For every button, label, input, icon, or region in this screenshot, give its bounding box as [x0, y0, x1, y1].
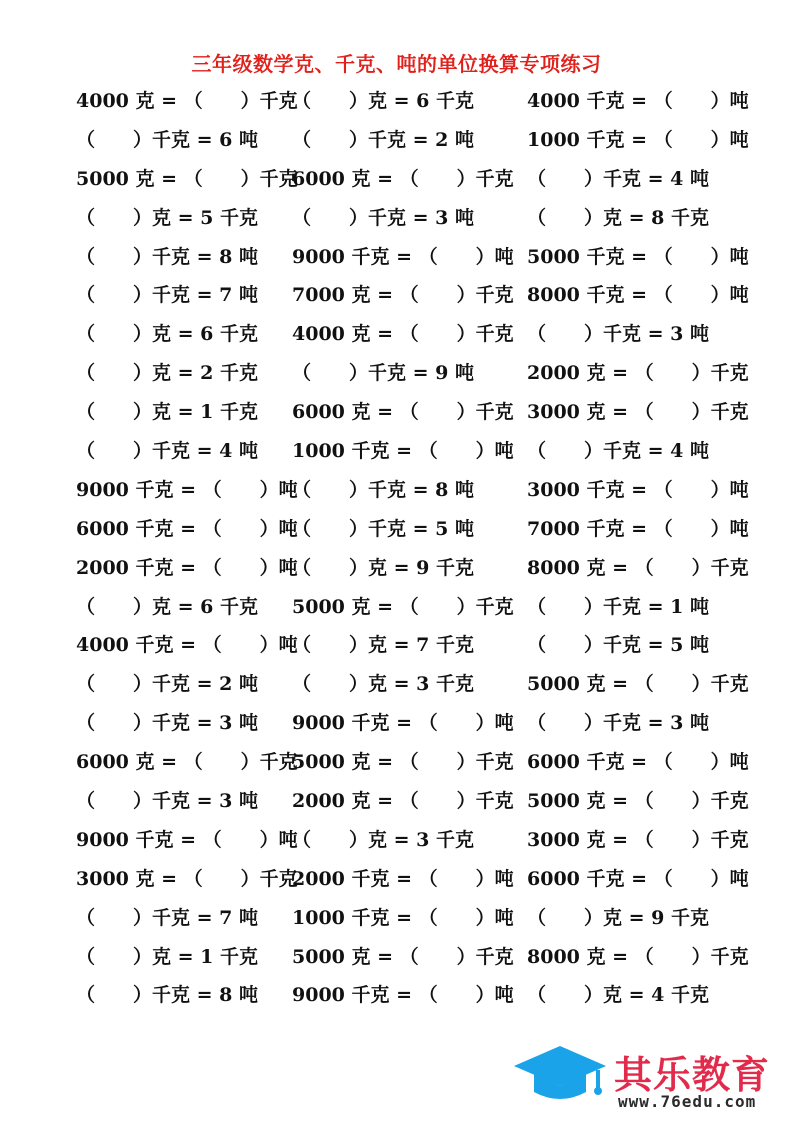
exercise-item: 5000 克 = （ ）千克 [76, 167, 298, 190]
exercise-item: （ ）克 = 3 千克 [292, 673, 474, 696]
exercise-row [0, 860, 793, 899]
exercise-item: 6000 克 = （ ）千克 [76, 751, 298, 774]
exercise-row [0, 160, 793, 199]
exercise-item: 4000 克 = （ ）千克 [76, 90, 298, 112]
graduation-cap-icon [508, 1042, 612, 1108]
exercise-item: 2000 千克 = （ ）吨 [292, 867, 514, 890]
exercise-item: 8000 克 = （ ）千克 [527, 945, 749, 968]
exercise-row [0, 315, 793, 354]
exercise-row [0, 238, 793, 277]
exercise-item: （ ）千克 = 1 吨 [527, 595, 709, 618]
exercise-item: （ ）千克 = 2 吨 [292, 128, 474, 151]
exercise-item: 5000 克 = （ ）千克 [527, 790, 749, 813]
exercise-row [0, 665, 793, 704]
exercise-item: 9000 千克 = （ ）吨 [292, 245, 514, 268]
exercise-item: 5000 克 = （ ）千克 [292, 595, 514, 618]
exercise-row [0, 393, 793, 432]
exercise-item: （ ）千克 = 8 吨 [292, 478, 474, 501]
exercise-item: （ ）千克 = 4 吨 [527, 440, 709, 463]
exercise-item: （ ）千克 = 3 吨 [292, 206, 474, 229]
exercise-row [0, 276, 793, 315]
exercise-item: （ ）千克 = 3 吨 [527, 712, 709, 735]
exercise-item: （ ）千克 = 7 吨 [76, 284, 258, 307]
exercise-item: 6000 千克 = （ ）吨 [527, 751, 749, 774]
exercise-row [0, 549, 793, 588]
exercise-item: 3000 克 = （ ）千克 [527, 828, 749, 851]
exercise-item: （ ）克 = 2 千克 [76, 362, 258, 385]
exercise-item: 6000 克 = （ ）千克 [292, 167, 514, 190]
exercise-item: （ ）千克 = 4 吨 [76, 440, 258, 463]
exercise-item: （ ）千克 = 7 吨 [76, 906, 258, 929]
exercise-row [0, 354, 793, 393]
exercise-row [0, 976, 793, 1015]
exercise-item: 1000 千克 = （ ）吨 [527, 128, 749, 151]
exercise-list [0, 82, 793, 1015]
exercise-item: 5000 克 = （ ）千克 [527, 673, 749, 696]
exercise-item: 8000 克 = （ ）千克 [527, 556, 749, 579]
exercise-item: （ ）克 = 1 千克 [76, 401, 258, 424]
brand-url: www.76edu.com [618, 1092, 757, 1111]
exercise-row [0, 432, 793, 471]
exercise-row [0, 82, 793, 121]
exercise-row [0, 199, 793, 238]
exercise-item: 9000 千克 = （ ）吨 [76, 478, 298, 501]
exercise-row [0, 782, 793, 821]
exercise-item: （ ）千克 = 5 吨 [527, 634, 709, 657]
exercise-item: （ ）千克 = 2 吨 [76, 673, 258, 696]
exercise-item: 4000 克 = （ ）千克 [292, 323, 514, 346]
exercise-item: （ ）克 = 3 千克 [292, 828, 474, 851]
exercise-item: （ ）克 = 6 千克 [76, 595, 258, 618]
exercise-item: 3000 克 = （ ）千克 [76, 867, 298, 890]
exercise-item: （ ）克 = 5 千克 [76, 206, 258, 229]
exercise-item: 6000 千克 = （ ）吨 [76, 517, 298, 540]
exercise-row [0, 588, 793, 627]
page-title: 三年级数学克、千克、吨的单位换算专项练习 [191, 52, 602, 76]
exercise-row [0, 471, 793, 510]
exercise-item: （ ）千克 = 8 吨 [76, 984, 258, 1007]
exercise-row [0, 899, 793, 938]
exercise-row [0, 743, 793, 782]
exercise-item: 1000 千克 = （ ）吨 [292, 440, 514, 463]
exercise-item: （ ）克 = 7 千克 [292, 634, 474, 657]
exercise-item: 5000 克 = （ ）千克 [292, 945, 514, 968]
exercise-item: 3000 千克 = （ ）吨 [527, 478, 749, 501]
exercise-item: （ ）千克 = 6 吨 [76, 128, 258, 151]
exercise-item: （ ）千克 = 8 吨 [76, 245, 258, 268]
exercise-item: （ ）克 = 9 千克 [292, 556, 474, 579]
exercise-item: 4000 千克 = （ ）吨 [527, 90, 749, 112]
exercise-row [0, 626, 793, 665]
exercise-item: （ ）千克 = 3 吨 [76, 712, 258, 735]
exercise-item: （ ）克 = 8 千克 [527, 206, 709, 229]
exercise-row [0, 510, 793, 549]
exercise-item: （ ）千克 = 5 吨 [292, 517, 474, 540]
exercise-item: （ ）千克 = 3 吨 [76, 790, 258, 813]
exercise-item: 2000 克 = （ ）千克 [292, 790, 514, 813]
exercise-row [0, 121, 793, 160]
exercise-row [0, 938, 793, 977]
exercise-item: （ ）千克 = 4 吨 [527, 167, 709, 190]
exercise-item: （ ）千克 = 9 吨 [292, 362, 474, 385]
exercise-item: 8000 千克 = （ ）吨 [527, 284, 749, 307]
exercise-item: 5000 千克 = （ ）吨 [527, 245, 749, 268]
exercise-item: 1000 千克 = （ ）吨 [292, 906, 514, 929]
exercise-item: 7000 千克 = （ ）吨 [527, 517, 749, 540]
exercise-item: （ ）克 = 6 千克 [292, 90, 474, 112]
exercise-item: （ ）克 = 1 千克 [76, 945, 258, 968]
exercise-item: 7000 克 = （ ）千克 [292, 284, 514, 307]
exercise-item: （ ）克 = 9 千克 [527, 906, 709, 929]
exercise-item: 6000 克 = （ ）千克 [292, 401, 514, 424]
exercise-row [0, 704, 793, 743]
exercise-item: 9000 千克 = （ ）吨 [292, 712, 514, 735]
exercise-item: 3000 克 = （ ）千克 [527, 401, 749, 424]
exercise-item: 2000 千克 = （ ）吨 [76, 556, 298, 579]
footer-logo [508, 1040, 788, 1116]
brand-name: 其乐教育 [614, 1053, 771, 1097]
exercise-item: 4000 千克 = （ ）吨 [76, 634, 298, 657]
exercise-item: 6000 千克 = （ ）吨 [527, 867, 749, 890]
exercise-item: 2000 克 = （ ）千克 [527, 362, 749, 385]
exercise-item: （ ）千克 = 3 吨 [527, 323, 709, 346]
exercise-row [0, 821, 793, 860]
exercise-item: （ ）克 = 4 千克 [527, 984, 709, 1007]
exercise-item: 5000 克 = （ ）千克 [292, 751, 514, 774]
exercise-item: 9000 千克 = （ ）吨 [292, 984, 514, 1007]
exercise-item: 9000 千克 = （ ）吨 [76, 828, 298, 851]
exercise-item: （ ）克 = 6 千克 [76, 323, 258, 346]
